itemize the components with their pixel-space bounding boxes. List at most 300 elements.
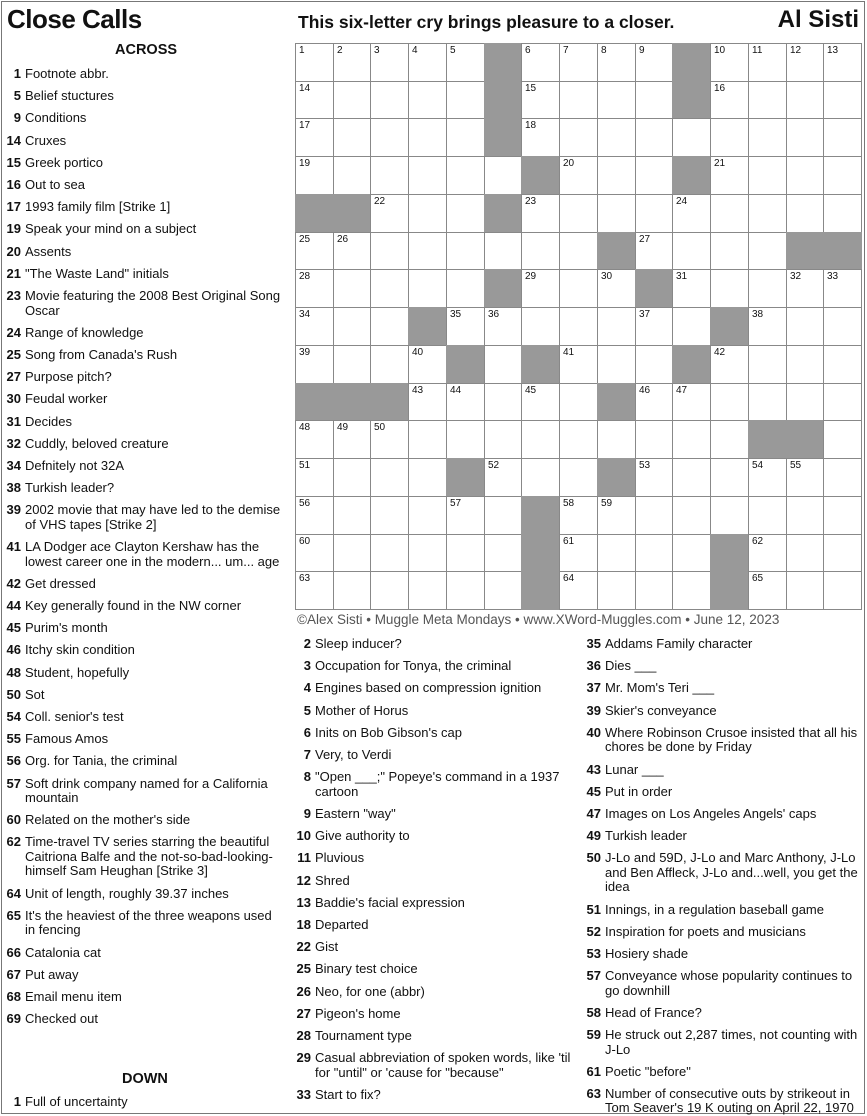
across-clue[interactable] <box>5 111 285 126</box>
grid-cell[interactable] <box>748 232 787 270</box>
grid-cell[interactable] <box>333 534 371 572</box>
grid-cell[interactable] <box>786 383 824 421</box>
grid-cell[interactable] <box>333 345 371 384</box>
clue-number: 45 <box>586 783 601 799</box>
grid-cell[interactable] <box>370 232 409 270</box>
grid-cell[interactable] <box>559 307 598 346</box>
grid-cell[interactable] <box>295 81 334 119</box>
grid-cell[interactable] <box>672 420 711 459</box>
clue-number: 34 <box>6 457 21 473</box>
grid-cell[interactable] <box>597 496 636 535</box>
down-clue[interactable] <box>295 637 575 652</box>
across-clue[interactable] <box>5 245 285 260</box>
grid-cell[interactable] <box>446 534 485 572</box>
down-clue[interactable] <box>295 940 575 955</box>
grid-cell[interactable] <box>635 43 673 82</box>
grid-cell[interactable] <box>370 534 409 572</box>
grid-cell[interactable] <box>446 81 485 119</box>
across-clue[interactable] <box>5 370 285 385</box>
grid-cell[interactable] <box>521 307 560 346</box>
grid-cell[interactable] <box>823 156 862 195</box>
grid-cell[interactable] <box>786 194 824 233</box>
grid-cell[interactable] <box>295 269 334 308</box>
across-clue[interactable] <box>5 437 285 452</box>
grid-cell[interactable] <box>408 345 447 384</box>
grid-cell[interactable] <box>484 232 522 270</box>
down-clue[interactable] <box>585 1006 860 1021</box>
grid-cell[interactable] <box>408 496 447 535</box>
grid-cell[interactable] <box>597 194 636 233</box>
across-clue[interactable] <box>5 710 285 725</box>
grid-cell[interactable] <box>295 156 334 195</box>
grid-cell[interactable] <box>408 534 447 572</box>
grid-cell[interactable] <box>672 571 711 610</box>
across-clue[interactable] <box>5 348 285 363</box>
grid-cell[interactable] <box>597 420 636 459</box>
clue-text: Range of knowledge <box>25 324 144 340</box>
across-clue[interactable] <box>5 777 285 806</box>
clue-number: 57 <box>586 968 601 984</box>
down-clue[interactable] <box>295 681 575 696</box>
grid-cell[interactable] <box>333 458 371 497</box>
grid-cell[interactable] <box>823 571 862 610</box>
grid-cell[interactable] <box>559 345 598 384</box>
grid-cell[interactable] <box>823 307 862 346</box>
clue-number: 51 <box>586 901 601 917</box>
grid-cell[interactable] <box>786 269 824 308</box>
grid-cell[interactable] <box>635 383 673 421</box>
grid-cell[interactable] <box>521 383 560 421</box>
grid-cell[interactable] <box>748 269 787 308</box>
across-clue[interactable] <box>5 946 285 961</box>
grid-cell[interactable] <box>446 420 485 459</box>
clue-text: Purim's month <box>25 620 108 636</box>
grid-cell[interactable] <box>295 43 334 82</box>
across-clue[interactable] <box>5 222 285 237</box>
grid-cell[interactable] <box>710 81 749 119</box>
across-clue[interactable] <box>5 540 285 569</box>
grid-cell[interactable] <box>597 307 636 346</box>
grid-cell[interactable] <box>521 118 560 157</box>
grid-cell[interactable] <box>823 496 862 535</box>
grid-cell[interactable] <box>484 534 522 572</box>
down-clue[interactable] <box>295 962 575 977</box>
grid-cell[interactable] <box>370 194 409 233</box>
grid-cell[interactable] <box>748 194 787 233</box>
clue-number: 29 <box>296 1050 311 1066</box>
grid-cell[interactable] <box>559 156 598 195</box>
across-clue[interactable] <box>5 267 285 282</box>
grid-cell[interactable] <box>484 420 522 459</box>
across-clue[interactable] <box>5 415 285 430</box>
clue-text: Occupation for Tonya, the criminal <box>315 658 512 674</box>
clue-text: Checked out <box>25 1011 98 1027</box>
down-clue[interactable] <box>295 770 575 799</box>
across-clue[interactable] <box>5 909 285 938</box>
grid-cell[interactable] <box>748 345 787 384</box>
grid-cell[interactable] <box>446 383 485 421</box>
down-clue[interactable] <box>585 637 860 652</box>
grid-cell[interactable] <box>748 534 787 572</box>
grid-cell[interactable] <box>370 81 409 119</box>
grid-cell[interactable] <box>521 232 560 270</box>
grid-cell[interactable] <box>786 458 824 497</box>
clue-number: 59 <box>586 1027 601 1042</box>
grid-cell[interactable] <box>484 458 522 497</box>
grid-cell[interactable] <box>408 156 447 195</box>
clue-number: 30 <box>6 391 21 407</box>
across-clue[interactable] <box>5 200 285 215</box>
clue-number: 60 <box>6 812 21 828</box>
grid-cell[interactable] <box>295 420 334 459</box>
grid-cell[interactable] <box>597 269 636 308</box>
grid-cell[interactable] <box>370 496 409 535</box>
grid-cell[interactable] <box>635 156 673 195</box>
clue-text: Full of uncertainty <box>25 1094 128 1109</box>
grid-cell[interactable] <box>710 194 749 233</box>
grid-cell[interactable] <box>559 269 598 308</box>
grid-cell[interactable] <box>748 383 787 421</box>
grid-cell[interactable] <box>559 420 598 459</box>
clue-text: Gist <box>315 939 339 955</box>
grid-cell[interactable] <box>295 496 334 535</box>
grid-cell[interactable] <box>446 194 485 233</box>
grid-cell[interactable] <box>748 156 787 195</box>
grid-cell[interactable] <box>333 232 371 270</box>
grid-cell[interactable] <box>786 43 824 82</box>
grid-cell[interactable] <box>748 43 787 82</box>
grid-cell[interactable] <box>823 534 862 572</box>
grid-cell[interactable] <box>635 118 673 157</box>
across-clue[interactable] <box>5 688 285 703</box>
across-clue[interactable] <box>5 481 285 496</box>
down-clue[interactable] <box>295 985 575 1000</box>
grid-cell[interactable] <box>786 81 824 119</box>
across-clue[interactable] <box>5 621 285 636</box>
grid-cell[interactable] <box>333 420 371 459</box>
across-clue[interactable] <box>5 990 285 1005</box>
grid-cell[interactable] <box>635 307 673 346</box>
grid-cell[interactable] <box>672 118 711 157</box>
grid-cell[interactable] <box>408 118 447 157</box>
grid-cell[interactable] <box>446 307 485 346</box>
grid-cell[interactable] <box>786 156 824 195</box>
down-clue[interactable] <box>295 807 575 822</box>
grid-cell[interactable] <box>484 307 522 346</box>
grid-cell[interactable] <box>446 118 485 157</box>
across-clue[interactable] <box>5 1012 285 1027</box>
grid-cell[interactable] <box>370 571 409 610</box>
grid-cell[interactable] <box>446 43 485 82</box>
down-clue[interactable] <box>295 748 575 763</box>
grid-cell[interactable] <box>408 383 447 421</box>
grid-cell[interactable] <box>786 345 824 384</box>
grid-cell[interactable] <box>710 458 749 497</box>
grid-block <box>484 269 522 308</box>
grid-cell[interactable] <box>672 383 711 421</box>
grid-cell[interactable] <box>333 43 371 82</box>
grid-cell[interactable] <box>559 458 598 497</box>
across-clue[interactable] <box>5 887 285 902</box>
clue-text: Lunar ___ <box>605 761 664 777</box>
grid-cell[interactable] <box>521 420 560 459</box>
grid-cell[interactable] <box>672 496 711 535</box>
grid-cell[interactable] <box>521 269 560 308</box>
down-clue[interactable] <box>295 851 575 866</box>
grid-cell[interactable] <box>370 156 409 195</box>
grid-cell[interactable] <box>370 345 409 384</box>
grid-cell[interactable] <box>559 534 598 572</box>
grid-cell[interactable] <box>446 156 485 195</box>
grid-cell[interactable] <box>597 571 636 610</box>
down-clue[interactable] <box>295 918 575 933</box>
grid-cell[interactable] <box>786 571 824 610</box>
cell-number: 60 <box>299 536 311 547</box>
grid-cell[interactable] <box>370 458 409 497</box>
grid-cell[interactable] <box>710 496 749 535</box>
across-heading: ACROSS <box>115 42 178 58</box>
grid-block <box>823 232 862 270</box>
grid-cell[interactable] <box>295 458 334 497</box>
grid-cell[interactable] <box>446 269 485 308</box>
grid-cell[interactable] <box>484 156 522 195</box>
grid-cell[interactable] <box>484 571 522 610</box>
grid-cell[interactable] <box>710 232 749 270</box>
clue-text: Catalonia cat <box>25 944 101 960</box>
across-clue[interactable] <box>5 503 285 532</box>
clue-text: Famous Amos <box>25 731 109 747</box>
grid-cell[interactable] <box>786 534 824 572</box>
across-clue[interactable] <box>5 577 285 592</box>
grid-cell[interactable] <box>408 420 447 459</box>
grid-cell[interactable] <box>370 43 409 82</box>
grid-cell[interactable] <box>635 571 673 610</box>
grid-cell[interactable] <box>597 534 636 572</box>
across-clue[interactable] <box>5 67 285 82</box>
grid-cell[interactable] <box>823 118 862 157</box>
grid-cell[interactable] <box>823 420 862 459</box>
grid-cell[interactable] <box>672 269 711 308</box>
down-clue[interactable] <box>585 726 860 755</box>
across-clue[interactable] <box>5 835 285 879</box>
grid-cell[interactable] <box>333 81 371 119</box>
down-clue[interactable] <box>295 1051 575 1080</box>
down-clue[interactable] <box>295 1029 575 1044</box>
crossword-grid[interactable] <box>295 43 861 609</box>
grid-cell[interactable] <box>635 81 673 119</box>
grid-cell[interactable] <box>635 345 673 384</box>
grid-cell[interactable] <box>333 496 371 535</box>
grid-cell[interactable] <box>748 307 787 346</box>
grid-cell[interactable] <box>710 345 749 384</box>
grid-cell[interactable] <box>823 81 862 119</box>
clue-text: Cruxes <box>25 132 67 148</box>
grid-cell[interactable] <box>408 194 447 233</box>
down-clue[interactable] <box>585 925 860 940</box>
down-clue[interactable] <box>5 1095 285 1110</box>
grid-cell[interactable] <box>823 194 862 233</box>
grid-cell[interactable] <box>635 194 673 233</box>
grid-block <box>484 81 522 119</box>
grid-cell[interactable] <box>484 383 522 421</box>
grid-cell[interactable] <box>521 458 560 497</box>
grid-cell[interactable] <box>672 194 711 233</box>
grid-cell[interactable] <box>370 420 409 459</box>
grid-cell[interactable] <box>635 496 673 535</box>
grid-cell[interactable] <box>786 118 824 157</box>
grid-cell[interactable] <box>333 269 371 308</box>
down-clue[interactable] <box>585 903 860 918</box>
grid-cell[interactable] <box>597 345 636 384</box>
grid-cell[interactable] <box>370 307 409 346</box>
grid-cell[interactable] <box>635 458 673 497</box>
grid-cell[interactable] <box>295 345 334 384</box>
grid-cell[interactable] <box>635 232 673 270</box>
down-clue[interactable] <box>585 969 860 998</box>
across-clue[interactable] <box>5 134 285 149</box>
down-clue[interactable] <box>585 681 860 696</box>
grid-cell[interactable] <box>521 194 560 233</box>
down-clue[interactable] <box>585 763 860 778</box>
across-clue[interactable] <box>5 156 285 171</box>
down-clue[interactable] <box>585 829 860 844</box>
grid-cell[interactable] <box>333 118 371 157</box>
grid-cell[interactable] <box>484 496 522 535</box>
grid-cell[interactable] <box>521 81 560 119</box>
across-clue[interactable] <box>5 643 285 658</box>
grid-cell[interactable] <box>672 307 711 346</box>
grid-cell[interactable] <box>823 269 862 308</box>
down-clue[interactable] <box>295 726 575 741</box>
across-clue[interactable] <box>5 326 285 341</box>
grid-cell[interactable] <box>484 345 522 384</box>
down-clue[interactable] <box>585 1087 860 1116</box>
down-clue[interactable] <box>585 1065 860 1080</box>
grid-cell[interactable] <box>710 420 749 459</box>
grid-cell[interactable] <box>295 571 334 610</box>
grid-cell[interactable] <box>559 81 598 119</box>
down-clue[interactable] <box>585 785 860 800</box>
across-clue[interactable] <box>5 754 285 769</box>
grid-cell[interactable] <box>710 43 749 82</box>
grid-cell[interactable] <box>408 81 447 119</box>
down-clue[interactable] <box>295 829 575 844</box>
grid-cell[interactable] <box>408 232 447 270</box>
across-clue[interactable] <box>5 968 285 983</box>
down-clue[interactable] <box>585 851 860 895</box>
grid-cell[interactable] <box>672 458 711 497</box>
grid-cell[interactable] <box>710 118 749 157</box>
grid-cell[interactable] <box>748 496 787 535</box>
down-clue[interactable] <box>585 1028 860 1057</box>
down-clue[interactable] <box>295 874 575 889</box>
grid-cell[interactable] <box>823 383 862 421</box>
grid-cell[interactable] <box>446 496 485 535</box>
grid-cell[interactable] <box>710 383 749 421</box>
grid-cell[interactable] <box>295 118 334 157</box>
grid-cell[interactable] <box>559 383 598 421</box>
clue-text: Itchy skin condition <box>25 642 135 658</box>
grid-cell[interactable] <box>408 43 447 82</box>
grid-cell[interactable] <box>333 571 371 610</box>
grid-block <box>710 571 749 610</box>
across-clue[interactable] <box>5 732 285 747</box>
grid-cell[interactable] <box>408 458 447 497</box>
across-clue[interactable] <box>5 89 285 104</box>
down-clue[interactable] <box>585 704 860 719</box>
grid-cell[interactable] <box>408 269 447 308</box>
down-clue[interactable] <box>295 896 575 911</box>
grid-cell[interactable] <box>748 81 787 119</box>
grid-cell[interactable] <box>823 458 862 497</box>
grid-cell[interactable] <box>559 43 598 82</box>
grid-cell[interactable] <box>786 307 824 346</box>
grid-cell[interactable] <box>333 307 371 346</box>
across-clue[interactable] <box>5 178 285 193</box>
across-clue[interactable] <box>5 666 285 681</box>
grid-cell[interactable] <box>521 43 560 82</box>
grid-block <box>484 194 522 233</box>
grid-cell[interactable] <box>446 571 485 610</box>
grid-cell[interactable] <box>559 496 598 535</box>
grid-cell[interactable] <box>559 194 598 233</box>
across-clue[interactable] <box>5 459 285 474</box>
down-clue[interactable] <box>295 1007 575 1022</box>
grid-cell[interactable] <box>295 307 334 346</box>
grid-cell[interactable] <box>295 232 334 270</box>
grid-cell[interactable] <box>786 496 824 535</box>
across-clue[interactable] <box>5 392 285 407</box>
grid-cell[interactable] <box>559 232 598 270</box>
grid-cell[interactable] <box>748 571 787 610</box>
cell-number: 65 <box>752 573 764 584</box>
grid-cell[interactable] <box>748 458 787 497</box>
down-clue[interactable] <box>585 659 860 674</box>
grid-cell[interactable] <box>333 156 371 195</box>
down-clue[interactable] <box>585 807 860 822</box>
grid-cell[interactable] <box>446 232 485 270</box>
grid-cell[interactable] <box>597 43 636 82</box>
grid-cell[interactable] <box>597 156 636 195</box>
grid-cell[interactable] <box>559 571 598 610</box>
grid-cell[interactable] <box>559 118 598 157</box>
grid-cell[interactable] <box>635 420 673 459</box>
grid-cell[interactable] <box>672 232 711 270</box>
grid-cell[interactable] <box>370 118 409 157</box>
grid-cell[interactable] <box>295 534 334 572</box>
grid-cell[interactable] <box>823 43 862 82</box>
grid-cell[interactable] <box>672 534 711 572</box>
grid-cell[interactable] <box>597 118 636 157</box>
grid-cell[interactable] <box>635 534 673 572</box>
down-clue[interactable] <box>295 704 575 719</box>
clue-text: Song from Canada's Rush <box>25 346 178 362</box>
grid-cell[interactable] <box>408 571 447 610</box>
down-clue[interactable] <box>295 659 575 674</box>
across-clue[interactable] <box>5 599 285 614</box>
grid-cell[interactable] <box>370 269 409 308</box>
across-clue[interactable] <box>5 813 285 828</box>
grid-cell[interactable] <box>710 269 749 308</box>
grid-cell[interactable] <box>597 81 636 119</box>
across-clue[interactable] <box>5 289 285 318</box>
grid-block <box>597 458 636 497</box>
grid-cell[interactable] <box>823 345 862 384</box>
down-clue[interactable] <box>295 1088 575 1103</box>
grid-cell[interactable] <box>748 118 787 157</box>
down-clue[interactable] <box>585 947 860 962</box>
grid-cell[interactable] <box>710 156 749 195</box>
